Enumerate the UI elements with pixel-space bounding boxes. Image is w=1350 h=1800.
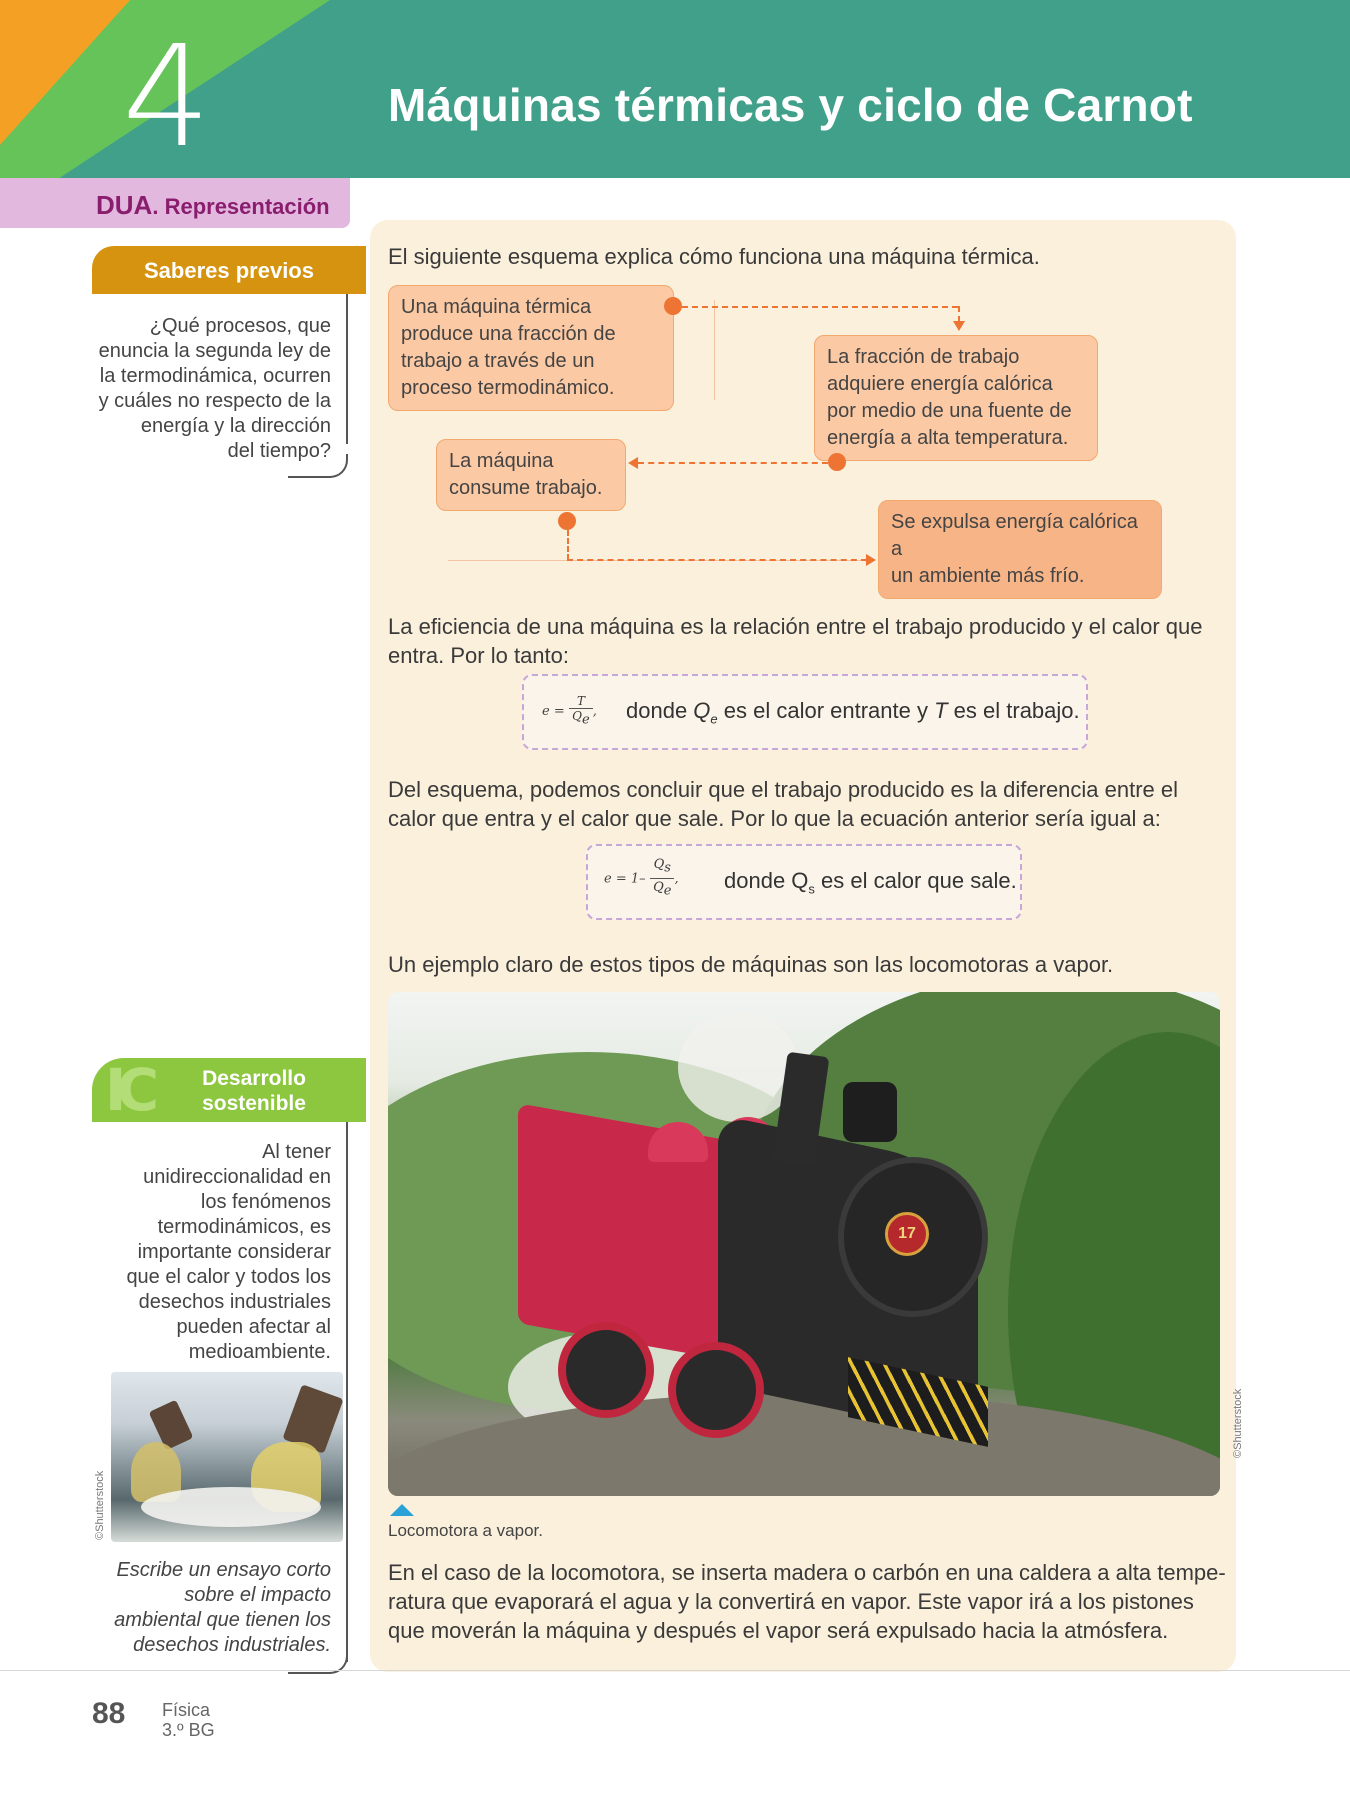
- desarrollo-line: desechos industriales: [138, 1291, 331, 1313]
- text-line: calor que entra y el calor que sale. Por lo que la ecuación anterior sería igual a:: [388, 806, 1161, 831]
- activity-text: [91, 1558, 331, 1658]
- den-sub: e: [582, 712, 590, 728]
- desarrollo-line: termodinámicos, es: [157, 1216, 331, 1238]
- desarrollo-line: importante considerar: [137, 1241, 331, 1263]
- box-line: proceso termodinámico.: [401, 377, 615, 399]
- fraction-numerator: T: [569, 694, 593, 709]
- formula-expression: [604, 856, 679, 900]
- formula-fraction: [650, 856, 674, 900]
- fraction-denominator: [569, 709, 593, 727]
- activity-line: desechos industriales.: [133, 1634, 331, 1656]
- diagram-box-produce-work: [388, 285, 674, 411]
- dua-banner: [0, 178, 350, 228]
- desc-text: es el calor que sale.: [814, 868, 1017, 893]
- desc-sub: s: [808, 881, 815, 897]
- desarrollo-title-line1: Desarrollo: [202, 1067, 306, 1090]
- desc-var: T: [934, 698, 948, 723]
- desc-text: donde Q: [724, 868, 809, 893]
- efficiency-text: [388, 612, 1203, 670]
- box-line: energía a alta temperatura.: [827, 427, 1069, 449]
- box-line: Una máquina térmica: [401, 296, 592, 318]
- box-line: por medio de una fuente de: [827, 400, 1072, 422]
- num-var: Q: [653, 857, 665, 872]
- wheel: [558, 1322, 654, 1418]
- desarrollo-line: pueden afectar al: [176, 1316, 331, 1338]
- fraction-denominator: [650, 879, 674, 901]
- conclusion-text: [388, 775, 1178, 833]
- closing-text: [388, 1558, 1226, 1645]
- example-text: Un ejemplo claro de estos tipos de máquinas son las locomotoras a vapor.: [388, 952, 1114, 977]
- box-line: consume trabajo.: [449, 477, 603, 499]
- headlamp: [843, 1082, 897, 1142]
- box-line: La máquina: [449, 450, 554, 472]
- desc-text: es el calor entrante y: [717, 698, 935, 723]
- desarrollo-line: unidireccionalidad en: [143, 1166, 331, 1188]
- text-line: que moverán la máquina y después el vapor será expulsado hacia la atmósfera.: [388, 1618, 1169, 1643]
- saberes-line: enuncia la segunda ley de: [98, 340, 331, 362]
- text-line: entra. Por lo tanto:: [388, 643, 569, 668]
- number-plate: 17: [885, 1212, 929, 1256]
- dashed-connector: [567, 559, 867, 561]
- divider-line: [714, 300, 715, 400]
- desc-text: es el trabajo.: [947, 698, 1080, 723]
- efficiency-formula-heat: [586, 844, 1022, 920]
- dua-prefix: DUA: [96, 190, 153, 220]
- connector-dot: [558, 512, 576, 530]
- dashed-connector: [958, 306, 960, 322]
- dua-label: . Representación: [152, 194, 330, 219]
- page-number: 88: [92, 1697, 126, 1730]
- formula-lhs: e = 1–: [604, 871, 646, 887]
- formula-expression: [542, 694, 597, 727]
- connector-dot: [828, 453, 846, 471]
- subject-name: Física: [162, 1700, 211, 1720]
- text-line: La eficiencia de una máquina es la relación entre el trabajo producido y el calor que: [388, 614, 1203, 639]
- desarrollo-line: Al tener: [262, 1141, 331, 1163]
- footer-divider: [0, 1670, 1350, 1671]
- diagram-box-absorb-heat: [814, 335, 1098, 461]
- box-line: un ambiente más frío.: [891, 565, 1085, 587]
- wheel: [668, 1342, 764, 1438]
- saberes-line: energía y la dirección: [140, 415, 331, 437]
- den-var: Q: [653, 879, 664, 895]
- box-line: Se expulsa energía calórica a: [891, 511, 1138, 560]
- chapter-title: Máquinas térmicas y ciclo de Carnot: [388, 79, 1193, 131]
- desarrollo-line: los fenómenos: [200, 1191, 331, 1213]
- activity-line: Escribe un ensayo corto: [116, 1559, 331, 1581]
- den-var: Q: [572, 709, 583, 723]
- photo-credit: ©Shutterstock: [1232, 1388, 1244, 1458]
- diagram-box-consume-work: [436, 439, 626, 511]
- sidebar-divider-curve: [288, 454, 348, 478]
- sidebar-divider: [346, 1122, 348, 1662]
- caption-triangle-icon: [390, 1504, 414, 1516]
- arrow-down-icon: [953, 321, 965, 331]
- sidebar-divider: [346, 294, 348, 444]
- formula-description: [626, 698, 1080, 726]
- box-line: La fracción de trabajo: [827, 346, 1020, 368]
- connector-dot: [664, 297, 682, 315]
- desarrollo-title-line2: sostenible: [202, 1092, 306, 1115]
- den-sub: e: [663, 883, 672, 899]
- fraction-numerator: [650, 856, 674, 879]
- num-sub: s: [664, 860, 671, 876]
- formula-comma: ,: [592, 703, 597, 719]
- subject-label: [162, 1700, 215, 1740]
- dashed-connector: [682, 306, 958, 308]
- photo-caption: Locomotora a vapor.: [388, 1521, 543, 1540]
- chapter-header: [0, 0, 1350, 178]
- grade-label: 3.º BG: [162, 1720, 215, 1740]
- saberes-line: y cuáles no respecto de la: [98, 390, 331, 412]
- activity-line: sobre el impacto: [184, 1584, 331, 1606]
- box-line: produce una fracción de: [401, 323, 616, 345]
- arrow-right-icon: [866, 554, 876, 566]
- box-line: trabajo a través de un: [401, 350, 595, 372]
- text-line: Del esquema, podemos concluir que el trabajo producido es la diferencia entre el: [388, 777, 1179, 802]
- formula-lhs: e =: [542, 703, 565, 719]
- desc-sub: e: [710, 711, 718, 727]
- saberes-line: del tiempo?: [227, 440, 331, 462]
- text-line: En el caso de la locomotora, se inserta madera o carbón en una caldera a alta tempe-: [388, 1560, 1226, 1585]
- ic-logo-icon: IC: [104, 1056, 150, 1124]
- box-line: adquiere energía calórica: [827, 373, 1053, 395]
- text-line: ratura que evaporará el agua y la convertirá en vapor. Este vapor irá a los pistones: [388, 1589, 1194, 1614]
- activity-line: ambiental que tienen los: [114, 1609, 331, 1631]
- dashed-connector: [567, 530, 569, 560]
- saberes-previos-tab: Saberes previos: [92, 246, 366, 294]
- arrow-left-icon: [628, 457, 638, 469]
- diagram-box-expel-heat: [878, 500, 1162, 599]
- desc-var: Q: [693, 698, 711, 723]
- desarrollo-line: que el calor y todos los: [126, 1266, 331, 1288]
- intro-text: El siguiente esquema explica cómo funciona una máquina térmica.: [388, 244, 1040, 269]
- efficiency-formula: [522, 674, 1088, 750]
- saberes-line: la termodinámica, ocurren: [99, 365, 331, 387]
- foam: [141, 1487, 321, 1527]
- desarrollo-sostenible-tab: [92, 1058, 366, 1122]
- formula-description: [724, 868, 1017, 896]
- image-credit: ©Shutterstock: [94, 1470, 106, 1540]
- desarrollo-line: medioambiente.: [188, 1341, 331, 1363]
- dashed-connector: [638, 462, 828, 464]
- industrial-waste-image: [111, 1372, 343, 1542]
- steam-locomotive-photo: [388, 992, 1220, 1496]
- saberes-line: ¿Qué procesos, que: [149, 315, 331, 337]
- desarrollo-text: [91, 1140, 331, 1365]
- formula-comma: ,: [674, 871, 679, 887]
- saberes-previos-text: [91, 314, 331, 464]
- chapter-number: 4: [122, 16, 212, 178]
- formula-fraction: [569, 694, 593, 727]
- desc-text: donde: [626, 698, 694, 723]
